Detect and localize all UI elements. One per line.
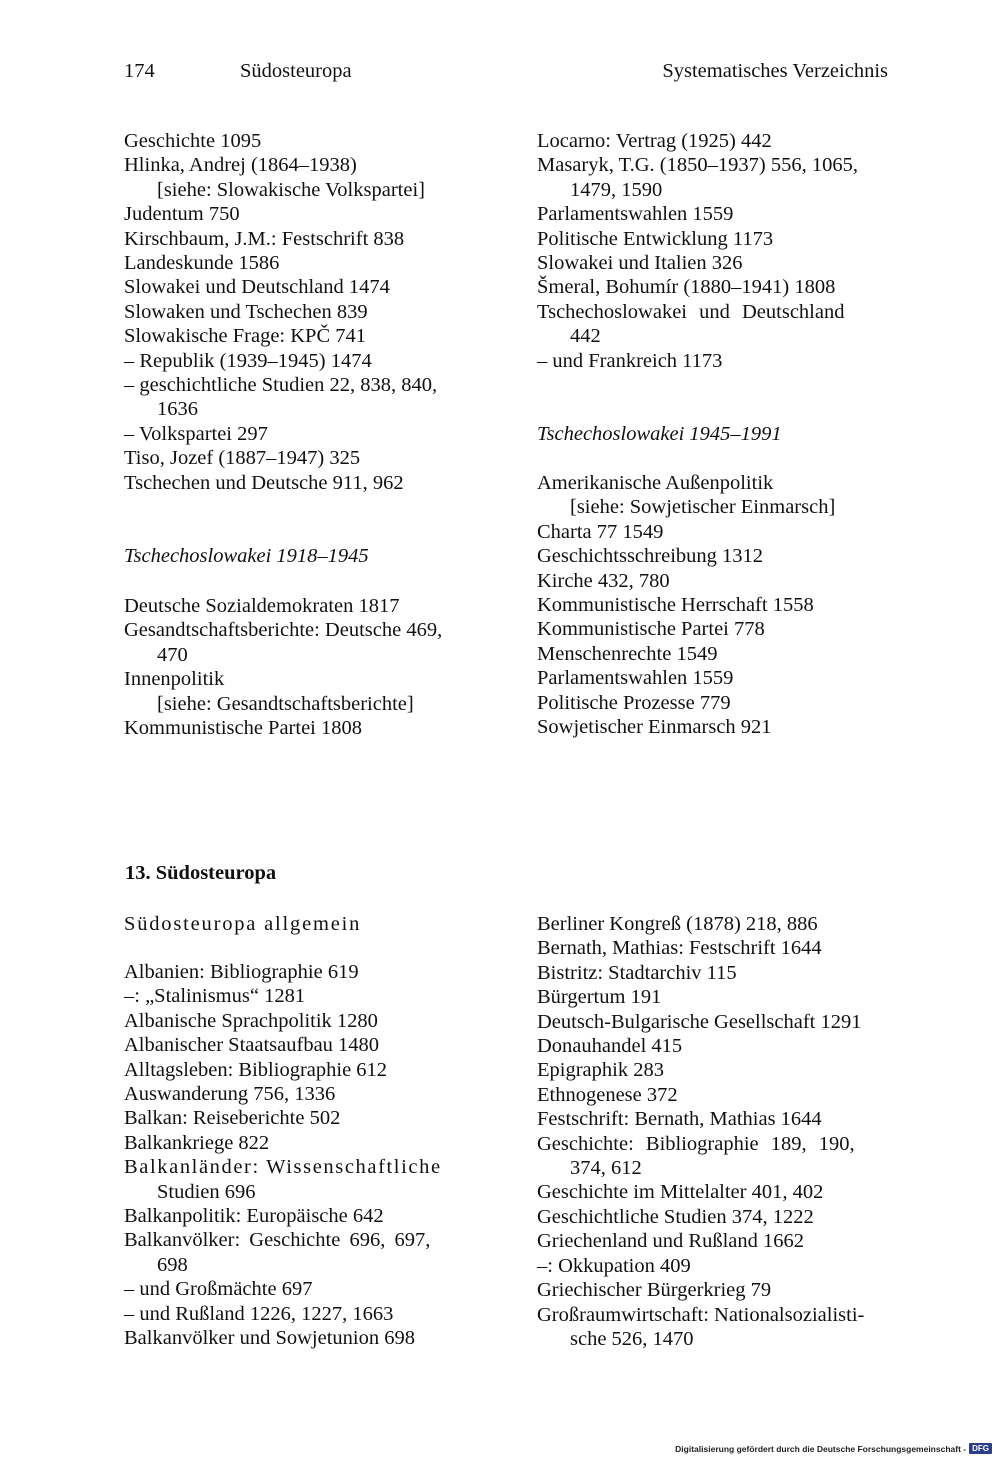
index-entry: Balkan: Reiseberichte 502: [124, 1107, 341, 1130]
index-entry: Kommunistische Partei 1808: [124, 717, 363, 740]
index-entry: – Volkspartei 297: [124, 422, 268, 445]
index-entry: Deutsche Sozialdemokraten 1817: [124, 595, 400, 617]
index-entry: – und Rußland 1226, 1227, 1663: [124, 1302, 394, 1325]
index-entry: – und Großmächte 697: [124, 1278, 313, 1301]
index-entry: 374, 612: [570, 1157, 642, 1180]
index-entry: Geschichte: Bibliographie 189, 190,: [537, 1132, 855, 1155]
index-entry: 470: [157, 643, 188, 666]
period-heading-1945: Tschechoslowakei 1945–1991: [537, 423, 782, 445]
index-entry: Slowakei und Deutschland 1474: [124, 276, 390, 299]
running-title-right: Systematisches Verzeichnis: [662, 60, 888, 82]
index-entry: Deutsch-Bulgarische Gesellschaft 1291: [537, 1010, 862, 1033]
dfg-logo: DFG: [969, 1443, 992, 1454]
index-entry: Ethnogenese 372: [537, 1083, 678, 1106]
index-entry: Menschenrechte 1549: [537, 642, 718, 665]
index-entry: 698: [157, 1253, 188, 1276]
index-column-section-left: [124, 960, 494, 1351]
index-entry: Bernath, Mathias: Festschrift 1644: [537, 937, 822, 960]
index-entry: Amerikanische Außenpolitik: [537, 472, 774, 494]
index-entry: [siehe: Gesandtschaftsberichte]: [157, 692, 414, 715]
index-entry: Gesandtschaftsberichte: Deutsche 469,: [124, 619, 443, 642]
period-heading-1918: Tschechoslowakei 1918–1945: [124, 545, 369, 567]
index-column-period-1918: [124, 594, 494, 740]
index-entry: Geschichtliche Studien 374, 1222: [537, 1205, 814, 1228]
index-entry: 442: [570, 325, 601, 348]
index-entry: Slowaken und Tschechen 839: [124, 300, 368, 323]
index-entry: – und Frankreich 1173: [537, 349, 723, 372]
index-entry: Großraumwirtschaft: Nationalsozialisti-: [537, 1303, 865, 1326]
index-entry: Bistritz: Stadtarchiv 115: [537, 961, 737, 984]
index-entry: Griechenland und Rußland 1662: [537, 1230, 805, 1253]
index-entry: Tschechoslowakei und Deutschland: [537, 300, 845, 323]
footer-text: Digitalisierung gefördert durch die Deutsche Forschungsgemeinschaft -: [675, 1443, 967, 1454]
index-entry: 1479, 1590: [570, 178, 663, 201]
index-column-section-right: [537, 912, 889, 1351]
index-entry: Slowakische Frage: KPČ 741: [124, 325, 366, 348]
index-entry: Hlinka, Andrej (1864–1938): [124, 154, 357, 177]
digitization-footer: [675, 1443, 992, 1454]
running-title: Südosteuropa: [240, 60, 352, 82]
index-entry: Balkanpolitik: Europäische 642: [124, 1205, 384, 1228]
index-entry: Balkankriege 822: [124, 1131, 270, 1154]
index-entry: Studien 696: [157, 1180, 256, 1203]
index-entry: Šmeral, Bohumír (1880–1941) 1808: [537, 276, 836, 299]
index-entry: Balkanvölker: Geschichte 696, 697,: [124, 1229, 431, 1252]
index-entry: [siehe: Slowakische Volkspartei]: [157, 178, 425, 201]
index-column-period-1945: [537, 471, 889, 739]
index-entry: Albanischer Staatsaufbau 1480: [124, 1034, 380, 1057]
page-header: [124, 60, 888, 90]
index-entry: Berliner Kongreß (1878) 218, 886: [537, 913, 818, 935]
index-entry: Alltagsleben: Bibliographie 612: [124, 1058, 388, 1081]
index-entry: Slowakei und Italien 326: [537, 252, 743, 275]
index-entry: –: Okkupation 409: [537, 1254, 691, 1277]
index-entry: Tschechen und Deutsche 911, 962: [124, 471, 404, 494]
index-entry: Charta 77 1549: [537, 520, 664, 543]
index-entry: Geschichte im Mittelalter 401, 402: [537, 1181, 824, 1204]
index-entry: –: „Stalinismus“ 1281: [124, 985, 306, 1008]
index-column-top-left: [124, 129, 494, 495]
index-entry: Albanische Sprachpolitik 1280: [124, 1009, 378, 1032]
index-entry: Judentum 750: [124, 203, 240, 226]
index-entry: Geschichte 1095: [124, 130, 262, 152]
index-entry: Griechischer Bürgerkrieg 79: [537, 1279, 772, 1302]
index-entry: Politische Prozesse 779: [537, 691, 731, 714]
index-entry: Parlamentswahlen 1559: [537, 667, 734, 690]
index-entry: – geschichtliche Studien 22, 838, 840,: [124, 374, 438, 397]
section-title: 13. Südosteuropa: [125, 862, 277, 884]
index-entry: Landeskunde 1586: [124, 252, 280, 275]
index-entry: Innenpolitik: [124, 668, 225, 691]
index-entry: Kirschbaum, J.M.: Festschrift 838: [124, 227, 405, 250]
index-entry: Parlamentswahlen 1559: [537, 203, 734, 226]
index-entry: Albanien: Bibliographie 619: [124, 961, 359, 983]
index-entry: – Republik (1939–1945) 1474: [124, 349, 372, 372]
index-entry: [siehe: Sowjetischer Einmarsch]: [570, 496, 836, 519]
index-entry: Balkanländer: Wissenschaftliche: [124, 1156, 442, 1179]
index-entry: Politische Entwicklung 1173: [537, 227, 774, 250]
index-entry: Kommunistische Partei 778: [537, 618, 765, 641]
index-entry: Sowjetischer Einmarsch 921: [537, 716, 772, 739]
page-number: 174: [124, 60, 155, 82]
index-entry: Kirche 432, 780: [537, 569, 670, 592]
section-subheading: Südosteuropa allgemein: [124, 913, 362, 935]
index-entry: sche 526, 1470: [570, 1327, 694, 1350]
index-entry: Geschichtsschreibung 1312: [537, 545, 764, 568]
index-entry: Balkanvölker und Sowjetunion 698: [124, 1327, 415, 1350]
index-entry: Auswanderung 756, 1336: [124, 1083, 336, 1106]
index-entry: Epigraphik 283: [537, 1059, 664, 1082]
index-entry: 1636: [157, 398, 198, 421]
index-column-top-right: [537, 129, 889, 373]
index-entry: Masaryk, T.G. (1850–1937) 556, 1065,: [537, 154, 858, 177]
index-entry: Donauhandel 415: [537, 1035, 683, 1058]
index-entry: Festschrift: Bernath, Mathias 1644: [537, 1108, 822, 1131]
index-entry: Tiso, Jozef (1887–1947) 325: [124, 447, 361, 470]
index-entry: Bürgertum 191: [537, 986, 662, 1009]
index-entry: Kommunistische Herrschaft 1558: [537, 594, 814, 617]
index-entry: Locarno: Vertrag (1925) 442: [537, 130, 772, 152]
